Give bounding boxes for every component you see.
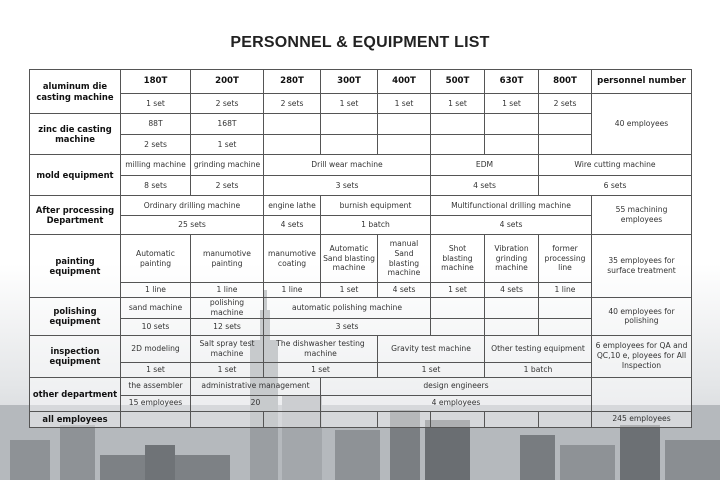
table-cell: 2 sets	[264, 94, 321, 114]
column-header: 630T	[485, 70, 539, 94]
table-cell: 1 line	[121, 283, 191, 298]
table-row	[30, 335, 692, 362]
table-cell: 1 batch	[321, 216, 431, 235]
personnel-cell: 40 employees for polishing	[592, 298, 692, 336]
table-cell: manual Sand blasting machine	[378, 235, 431, 283]
table-cell: Wire cutting machine	[539, 155, 692, 176]
table-row	[30, 235, 692, 283]
column-header: 280T	[264, 70, 321, 94]
table-row	[30, 70, 692, 94]
column-header: 400T	[378, 70, 431, 94]
table-cell: Gravity test machine	[378, 335, 485, 362]
table-cell: 1 line	[264, 283, 321, 298]
table-cell: 4 sets	[485, 283, 539, 298]
column-header: 800T	[539, 70, 592, 94]
table-cell: Salt spray test machine	[191, 335, 264, 362]
category-painting-equipment: painting equipment	[30, 235, 121, 298]
table-cell: 20	[191, 395, 321, 411]
column-header: 300T	[321, 70, 378, 94]
table-cell: grinding machine	[191, 155, 264, 176]
table-cell: Other testing equipment	[485, 335, 592, 362]
table-cell: Automatic painting	[121, 235, 191, 283]
category-other-department: other department	[30, 377, 121, 411]
table-cell: manumotive painting	[191, 235, 264, 283]
table-cell: administrative management	[191, 377, 321, 395]
table-cell: 3 sets	[264, 318, 431, 335]
table-cell: engine lathe	[264, 196, 321, 216]
table-cell: 1 set	[121, 94, 191, 114]
table-cell: 2D modeling	[121, 335, 191, 362]
personnel-number-header: personnel number	[592, 70, 692, 94]
table-cell: 4 employees	[321, 395, 592, 411]
table-row	[30, 155, 692, 176]
total-employees-cell: 245 employees	[592, 411, 692, 427]
table-cell: automatic polishing machine	[264, 298, 431, 319]
table-cell: milling machine	[121, 155, 191, 176]
table-cell: design engineers	[321, 377, 592, 395]
table-cell: 1 batch	[485, 362, 592, 377]
personnel-cell: 6 employees for QA and QC,10 e, ployees for All Inspection	[592, 335, 692, 377]
table-cell: manumotive coating	[264, 235, 321, 283]
category-aluminum-die-casting: aluminum die casting machine	[30, 70, 121, 114]
personnel-cell: 55 machining employees	[592, 196, 692, 235]
table-cell: 1 line	[539, 283, 592, 298]
column-header: 200T	[191, 70, 264, 94]
table-row	[30, 411, 692, 427]
table-cell: 1 set	[191, 362, 264, 377]
table-cell: 1 set	[485, 94, 539, 114]
table-row	[30, 94, 692, 114]
table-cell: 88T	[121, 114, 191, 135]
table-cell: Ordinary drilling machine	[121, 196, 264, 216]
column-header: 500T	[431, 70, 485, 94]
table-cell: 3 sets	[264, 176, 431, 196]
category-all-employees: all employees	[30, 411, 121, 427]
table-row	[30, 176, 692, 196]
table-row	[30, 377, 692, 395]
equipment-table	[29, 69, 692, 428]
table-cell: 4 sets	[378, 283, 431, 298]
category-mold-equipment: mold equipment	[30, 155, 121, 196]
table-cell: 4 sets	[431, 216, 592, 235]
table-cell: 2 sets	[539, 94, 592, 114]
table-cell: EDM	[431, 155, 539, 176]
table-cell: Multifunctional drilling machine	[431, 196, 592, 216]
table-cell: 2 sets	[191, 176, 264, 196]
table-cell: sand machine	[121, 298, 191, 319]
table-cell: 168T	[191, 114, 264, 135]
page-title: PERSONNEL & EQUIPMENT LIST	[230, 34, 490, 51]
table-cell: 4 sets	[431, 176, 539, 196]
table-cell: Drill wear machine	[264, 155, 431, 176]
table-cell: 8 sets	[121, 176, 191, 196]
table-cell: 15 employees	[121, 395, 191, 411]
table-cell: 25 sets	[121, 216, 264, 235]
table-cell: 1 set	[191, 135, 264, 155]
table-cell: 1 set	[321, 283, 378, 298]
table-cell: 1 set	[378, 362, 485, 377]
table-cell: 2 sets	[191, 94, 264, 114]
table-cell: former processing line	[539, 235, 592, 283]
column-header: 180T	[121, 70, 191, 94]
table-row	[30, 298, 692, 319]
category-after-processing: After processing Department	[30, 196, 121, 235]
table-row	[30, 196, 692, 216]
table-cell: 1 set	[431, 283, 485, 298]
table-cell: 12 sets	[191, 318, 264, 335]
table-cell: 1 line	[191, 283, 264, 298]
table-cell: Automatic Sand blasting machine	[321, 235, 378, 283]
table-cell: 1 set	[121, 362, 191, 377]
table-cell: Shot blasting machine	[431, 235, 485, 283]
table-cell: the assembler	[121, 377, 191, 395]
table-cell: polishing machine	[191, 298, 264, 319]
category-inspection-equipment: inspection equipment	[30, 335, 121, 377]
table-cell: burnish equipment	[321, 196, 431, 216]
personnel-cell: 40 employees	[592, 94, 692, 155]
table-cell: 4 sets	[264, 216, 321, 235]
table-cell: Vibration grinding machine	[485, 235, 539, 283]
table-cell: 1 set	[431, 94, 485, 114]
category-polishing-equipment: polishing equipment	[30, 298, 121, 336]
table-cell: 10 sets	[121, 318, 191, 335]
table-cell: The dishwasher testing machine	[264, 335, 378, 362]
personnel-cell: 35 employees for surface treatment	[592, 235, 692, 298]
table-cell: 1 set	[264, 362, 378, 377]
table-cell: 1 set	[321, 94, 378, 114]
table-cell: 2 sets	[121, 135, 191, 155]
category-zinc-die-casting: zinc die casting machine	[30, 114, 121, 155]
table-cell: 1 set	[378, 94, 431, 114]
table-cell: 6 sets	[539, 176, 692, 196]
